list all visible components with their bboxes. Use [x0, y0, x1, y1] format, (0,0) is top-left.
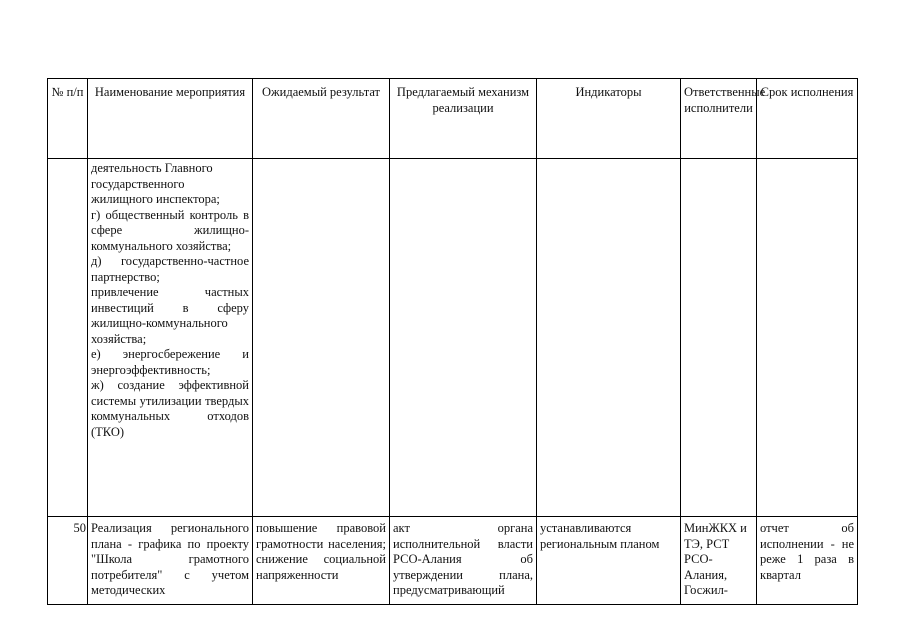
header-deadline: Срок исполнения: [757, 79, 858, 159]
cell-num-empty: [48, 159, 88, 517]
table-row-50: [48, 517, 858, 605]
plan-table: [47, 78, 858, 605]
cell-indicators: устанавливаются региональным планом: [537, 517, 681, 605]
name-line: г) общественный контроль в сфере жилищно-коммунального хозяйства;: [91, 207, 249, 253]
header-mechanism: Предлагаемый механизм реализации: [390, 79, 537, 159]
cell-result: повышение правовой грамотности населения; снижение социальной напряженности: [253, 517, 390, 605]
header-name: Наименование мероприятия: [88, 79, 253, 159]
cell-mechanism: акт органа исполнительной власти РСО-Алания об утверждении плана, предусматривающий: [390, 517, 537, 605]
name-line: е) энергосбережение и энергоэффективность;: [91, 347, 249, 377]
name-line: государственного жилищного инспектора;: [91, 176, 220, 206]
cell-mechanism-empty: [390, 159, 537, 517]
table-row-continued: [48, 159, 858, 517]
cell-deadline-empty: [757, 159, 858, 517]
cell-responsible-empty: [681, 159, 757, 517]
cell-name-continued: [88, 159, 253, 517]
name-line: деятельность Главного: [91, 161, 213, 175]
name-line: привлечение частных инвестиций в сферу жилищно-коммунального хозяйства;: [91, 285, 249, 346]
header-indicators: Индикаторы: [537, 79, 681, 159]
cell-num: 50: [48, 517, 88, 605]
header-num: № п/п: [48, 79, 88, 159]
cell-result-empty: [253, 159, 390, 517]
cell-deadline: отчет об исполнении - не реже 1 раза в квартал: [757, 517, 858, 605]
table-header-row: [48, 79, 858, 159]
header-responsible: Ответственные исполнители: [681, 79, 757, 159]
cell-responsible: МинЖКХ и ТЭ, РСТ РСО-Алания, Госжил-: [681, 517, 757, 605]
header-result: Ожидаемый результат: [253, 79, 390, 159]
cell-indicators-empty: [537, 159, 681, 517]
name-line: д) государственно-частное партнерство;: [91, 254, 249, 284]
cell-name: Реализация регионального плана - графика по проекту "Школа грамотного потребителя" с учетом методических: [88, 517, 253, 605]
name-line: ж) создание эффективной системы утилизации твердых коммунальных отходов (ТКО): [91, 378, 249, 439]
